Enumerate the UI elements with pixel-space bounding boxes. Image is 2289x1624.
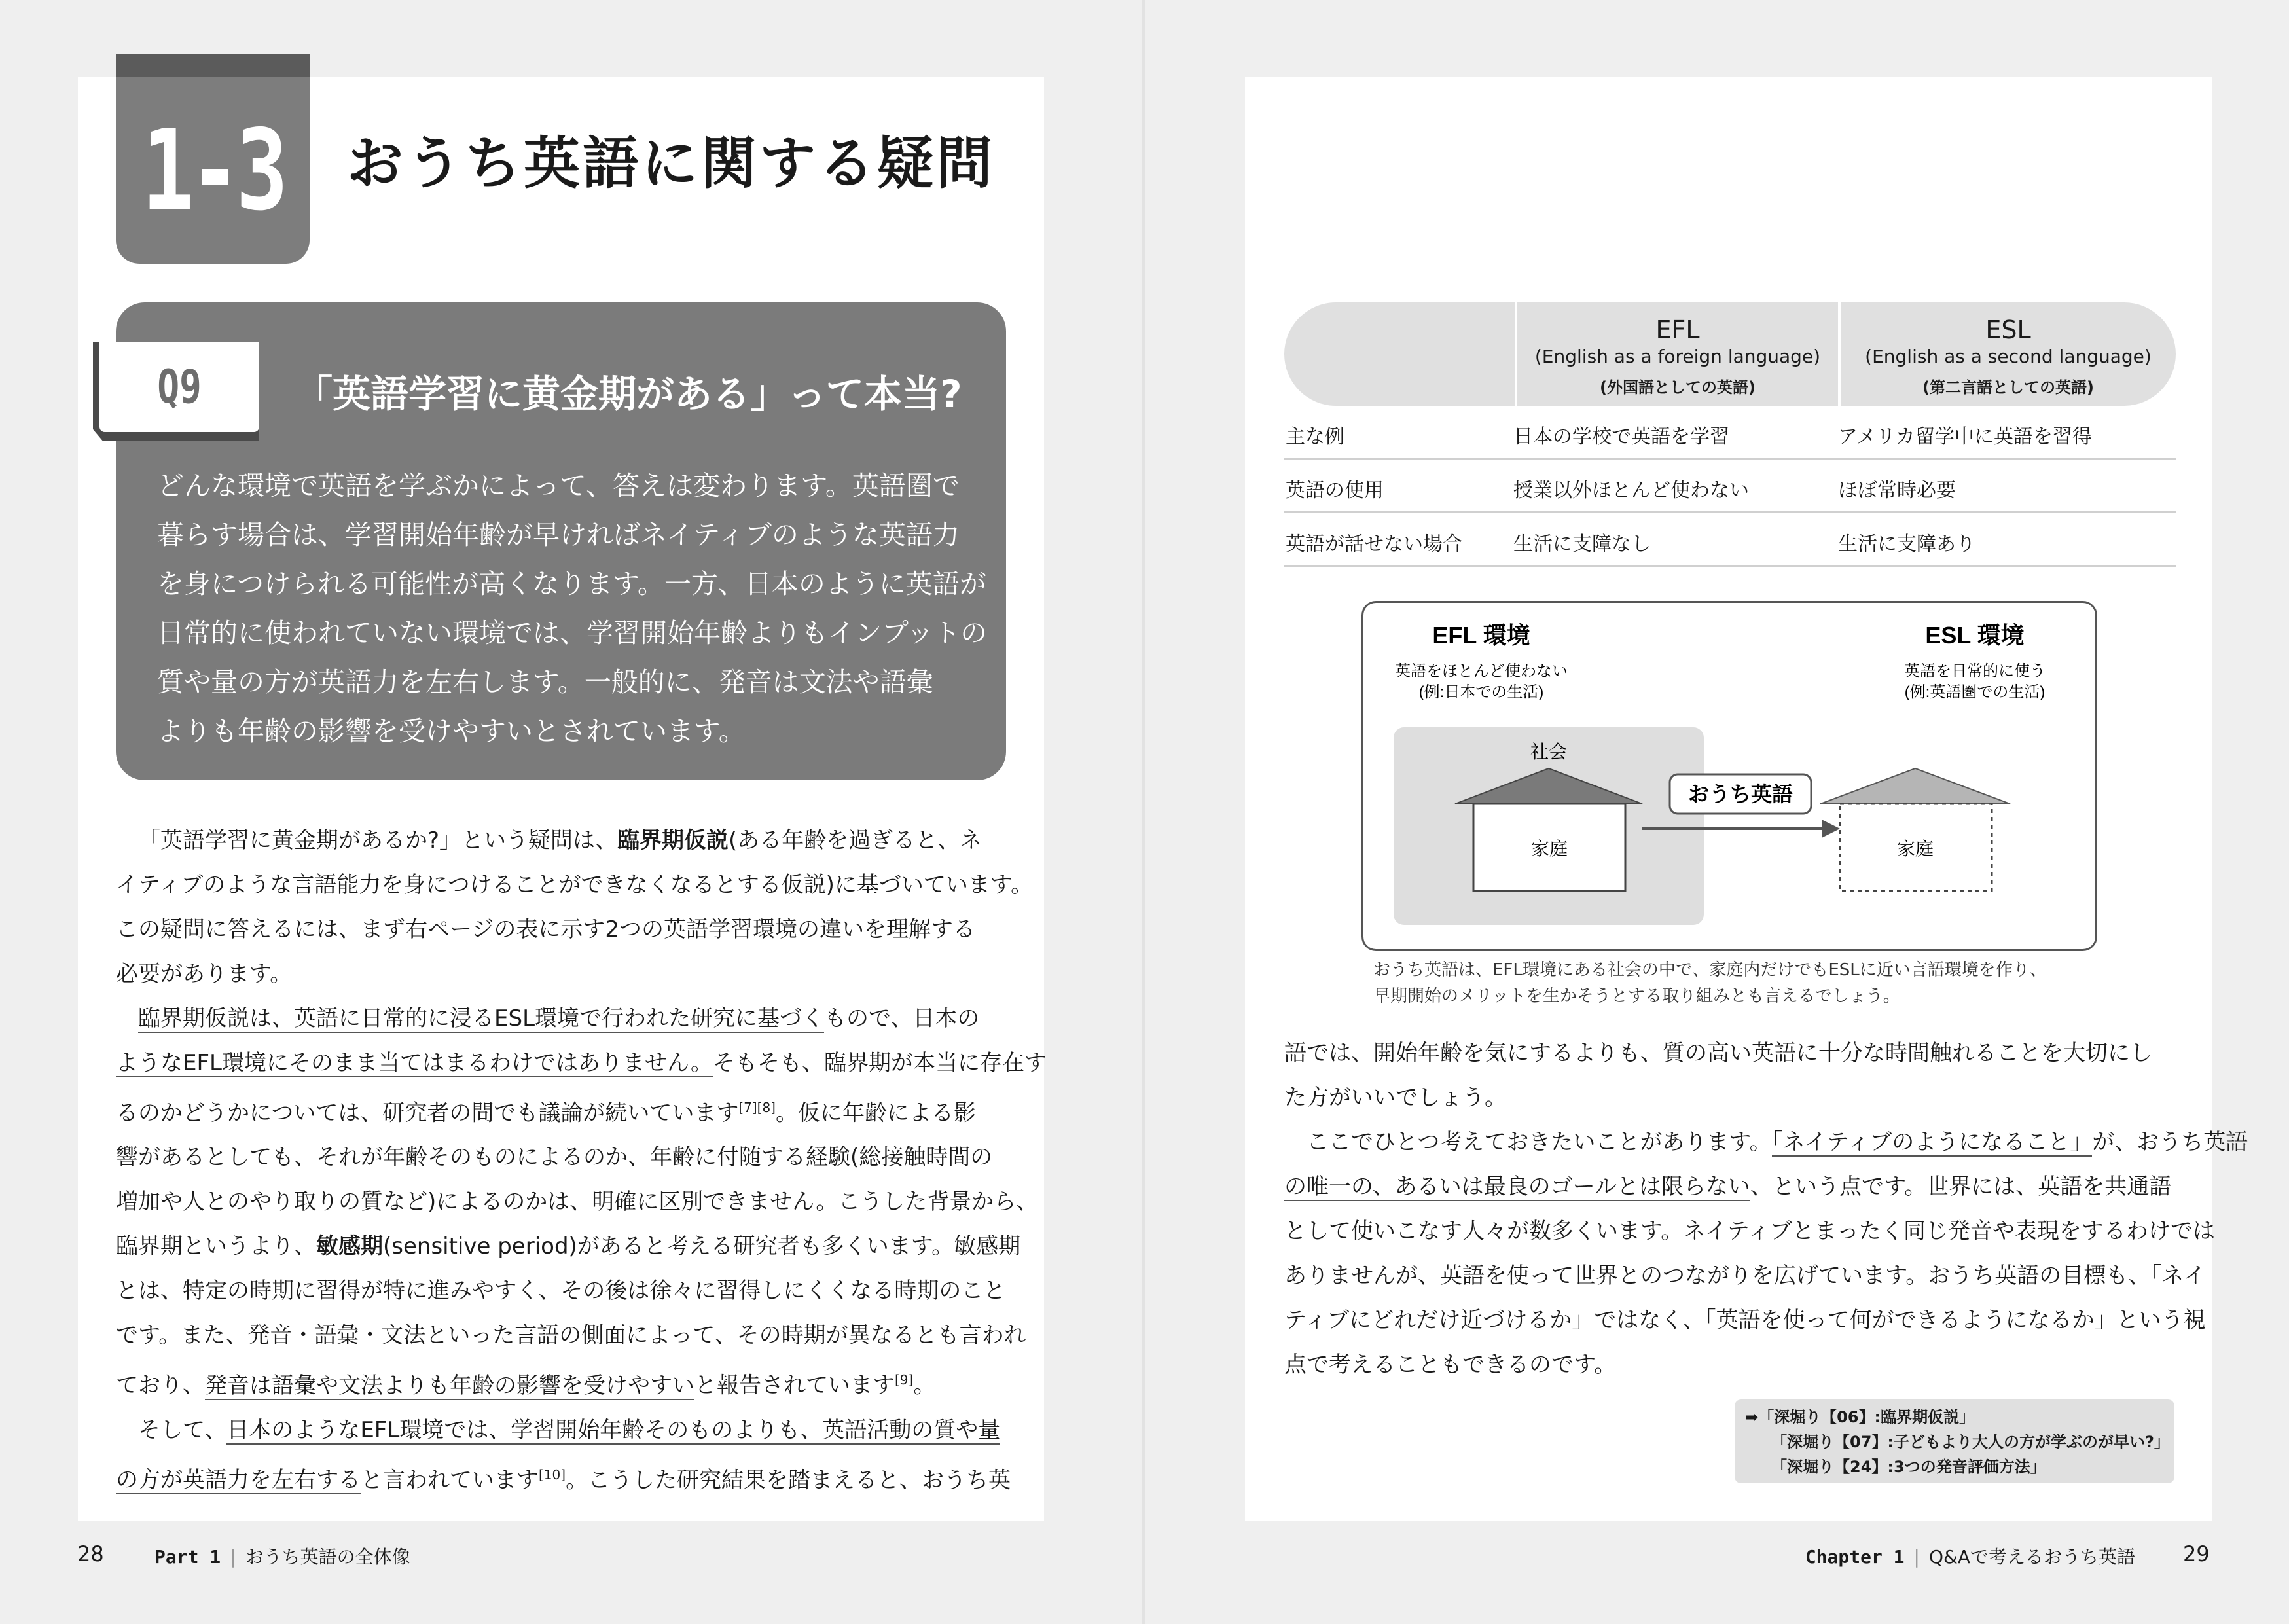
body-line: そして、日本のようなEFL環境では、学習開始年齢そのものよりも、英語活動の質や量: [138, 1416, 1001, 1443]
table-row: 主な例 日本の学校で英語を学習 アメリカ留学中に英語を習得: [1284, 406, 2176, 460]
body-line: イティブのような言語能力を身につけることができなくなるとする仮説)に基づいています。: [116, 872, 1034, 898]
body-line: です。また、発音・語彙・文法といった言語の側面によって、その時期が異なるとも言われ: [116, 1322, 1026, 1349]
section-number-box: [116, 77, 310, 264]
efl-desc: 英語をほとんど使わない: [1395, 662, 1568, 680]
body-line: 「英語学習に黄金期があるか?」という疑問は、臨界期仮説(ある年齢を過ぎると、ネ: [138, 827, 982, 854]
right-body-text: [1284, 1031, 2248, 1387]
section-tab-top: [116, 54, 310, 80]
reference-link[interactable]: 「深堀り【06】:臨界期仮説」: [1758, 1408, 1975, 1426]
environment-diagram: [1361, 601, 2097, 951]
section-title: おうち英語に関する疑問: [347, 131, 995, 196]
body-line: ティブにどれだけ近づけるか」ではなく、「英語を使って何ができるようになるか」という視: [1284, 1307, 2206, 1333]
home-right-label: 家庭: [1896, 839, 1934, 859]
term-sensitive-period: 敏感期: [316, 1233, 383, 1260]
body-line: ようなEFL環境にそのまま当てはまるわけではありません。そもそも、臨界期が本当に存在す: [116, 1050, 1047, 1076]
citation: [10]: [539, 1466, 566, 1483]
body-line: の唯一の、あるいは最良のゴールとは限らない、という点です。世界には、英語を共通語: [1284, 1174, 2172, 1200]
running-footer-left: Part 1 | おうち英語の全体像: [154, 1546, 410, 1568]
comparison-table-header: [1284, 302, 2176, 406]
term-critical-period: 臨界期仮説: [617, 827, 729, 854]
body-line: として使いこなす人々が数多くいます。ネイティブとまったく同じ発音や表現をするわけでは: [1284, 1218, 2215, 1244]
arrow-label: おうち英語: [1687, 782, 1793, 806]
esl-example: (例:英語圏での生活): [1904, 683, 2046, 701]
society-label: 社会: [1530, 742, 1568, 762]
question-number: Q9: [157, 360, 202, 414]
body-line: 語では、開始年齢を気にするよりも、質の高い英語に十分な時間触れることを大切にし: [1284, 1040, 2152, 1066]
home-roof-right: [1820, 768, 2010, 804]
arrow-head: [1822, 820, 1840, 838]
answer-line: どんな環境で英語を学ぶかによって、答えは変わります。英語圏で: [157, 470, 960, 501]
answer-line: よりも年齢の影響を受けやすいとされています。: [157, 715, 746, 747]
page-number-left: 28: [77, 1542, 104, 1566]
answer-line: を身につけられる可能性が高くなります。一方、日本のように英語が: [157, 568, 986, 600]
table-row: 英語が話せない場合 生活に支障なし 生活に支障あり: [1284, 513, 2176, 567]
citation: [9]: [895, 1372, 914, 1388]
body-line: 臨界期というより、敏感期(sensitive period)があると考える研究者も多くいます。敏感期: [116, 1233, 1021, 1260]
question-title: 「英語学習に黄金期がある」って本当?: [295, 372, 962, 416]
diagram-graphic: [1363, 603, 2095, 949]
efl-example: (例:日本での生活): [1418, 683, 1544, 701]
home-left-label: 家庭: [1530, 839, 1568, 859]
reference-box: [1735, 1399, 2174, 1483]
body-line: この疑問に答えるには、まず右ページの表に示す2つの英語学習環境の違いを理解する: [116, 916, 975, 943]
body-line: ており、発音は語彙や文法よりも年齢の影響を受けやすいと報告されています[9]。: [116, 1372, 936, 1399]
arrow-right-icon: ➡: [1745, 1408, 1759, 1426]
left-body-text: [116, 818, 1047, 1502]
body-line: 必要があります。: [116, 961, 293, 987]
body-line: 響があるとしても、それが年齢そのものによるのか、年齢に付随する経験(総接触時間の: [116, 1144, 993, 1171]
table-header-efl: EFL (English as a foreign language) (外国語としての英語): [1517, 302, 1838, 406]
esl-desc: 英語を日常的に使う: [1904, 662, 2046, 680]
table-header-empty: [1284, 302, 1515, 406]
table-header-esl: ESL (English as a second language) (第二言語としての英語): [1841, 302, 2176, 406]
page-gutter: [1142, 0, 1145, 1624]
reference-link[interactable]: 「深堀り【07】:子どもより大人の方が学ぶのが早い?」: [1771, 1433, 2170, 1451]
body-line: た方がいいでしょう。: [1284, 1085, 1507, 1111]
body-line: 臨界期仮説は、英語に日常的に浸るESL環境で行われた研究に基づくもので、日本の: [138, 1005, 980, 1032]
body-line: の方が英語力を左右すると言われています[10]。こうした研究結果を踏まえると、おうち英: [116, 1466, 1011, 1493]
running-footer-right: Chapter 1 | Q&Aで考えるおうち英語: [1805, 1546, 2135, 1568]
answer-line: 暮らす場合は、学習開始年齢が早ければネイティブのような英語力: [157, 519, 960, 550]
efl-title: EFL 環境: [1432, 622, 1530, 649]
answer-line: 日常的に使われていない環境では、学習開始年齢よりもインプットの: [157, 617, 988, 649]
table-row: 英語の使用 授業以外ほとんど使わない ほぼ常時必要: [1284, 460, 2176, 513]
page-number-right: 29: [2183, 1542, 2210, 1566]
question-answer: [157, 461, 988, 756]
diagram-caption: おうち英語は、EFL環境にある社会の中で、家庭内だけでもESLに近い言語環境を作り、 早期開始のメリットを生かそうとする取り組みとも言えるでしょう。: [1373, 960, 2047, 1006]
answer-line: 質や量の方が英語力を左右します。一般的に、発音は文法や語彙: [157, 666, 933, 698]
body-line: 増加や人とのやり取りの質など)によるのかは、明確に区別できません。こうした背景から、: [116, 1189, 1039, 1216]
body-line: ありませんが、英語を使って世界とのつながりを広げています。おうち英語の目標も、「ネイ: [1284, 1263, 2206, 1289]
section-number: 1-3: [141, 105, 284, 236]
citation: [7][8]: [738, 1100, 776, 1115]
body-line: るのかどうかについては、研究者の間でも議論が続いています[7][8]。仮に年齢による影: [116, 1100, 976, 1127]
body-line: とは、特定の時期に習得が特に進みやすく、その後は徐々に習得しにくくなる時期のこと: [116, 1278, 1006, 1305]
reference-link[interactable]: 「深堀り【24】:3つの発音評価方法」: [1771, 1458, 2046, 1476]
question-label: [99, 342, 259, 432]
body-line: 点で考えることもできるのです。: [1284, 1352, 1617, 1378]
body-line: ここでひとつ考えておきたいことがあります。「ネイティブのようになること」が、おうち英語: [1307, 1129, 2248, 1155]
esl-title: ESL 環境: [1925, 622, 2025, 649]
